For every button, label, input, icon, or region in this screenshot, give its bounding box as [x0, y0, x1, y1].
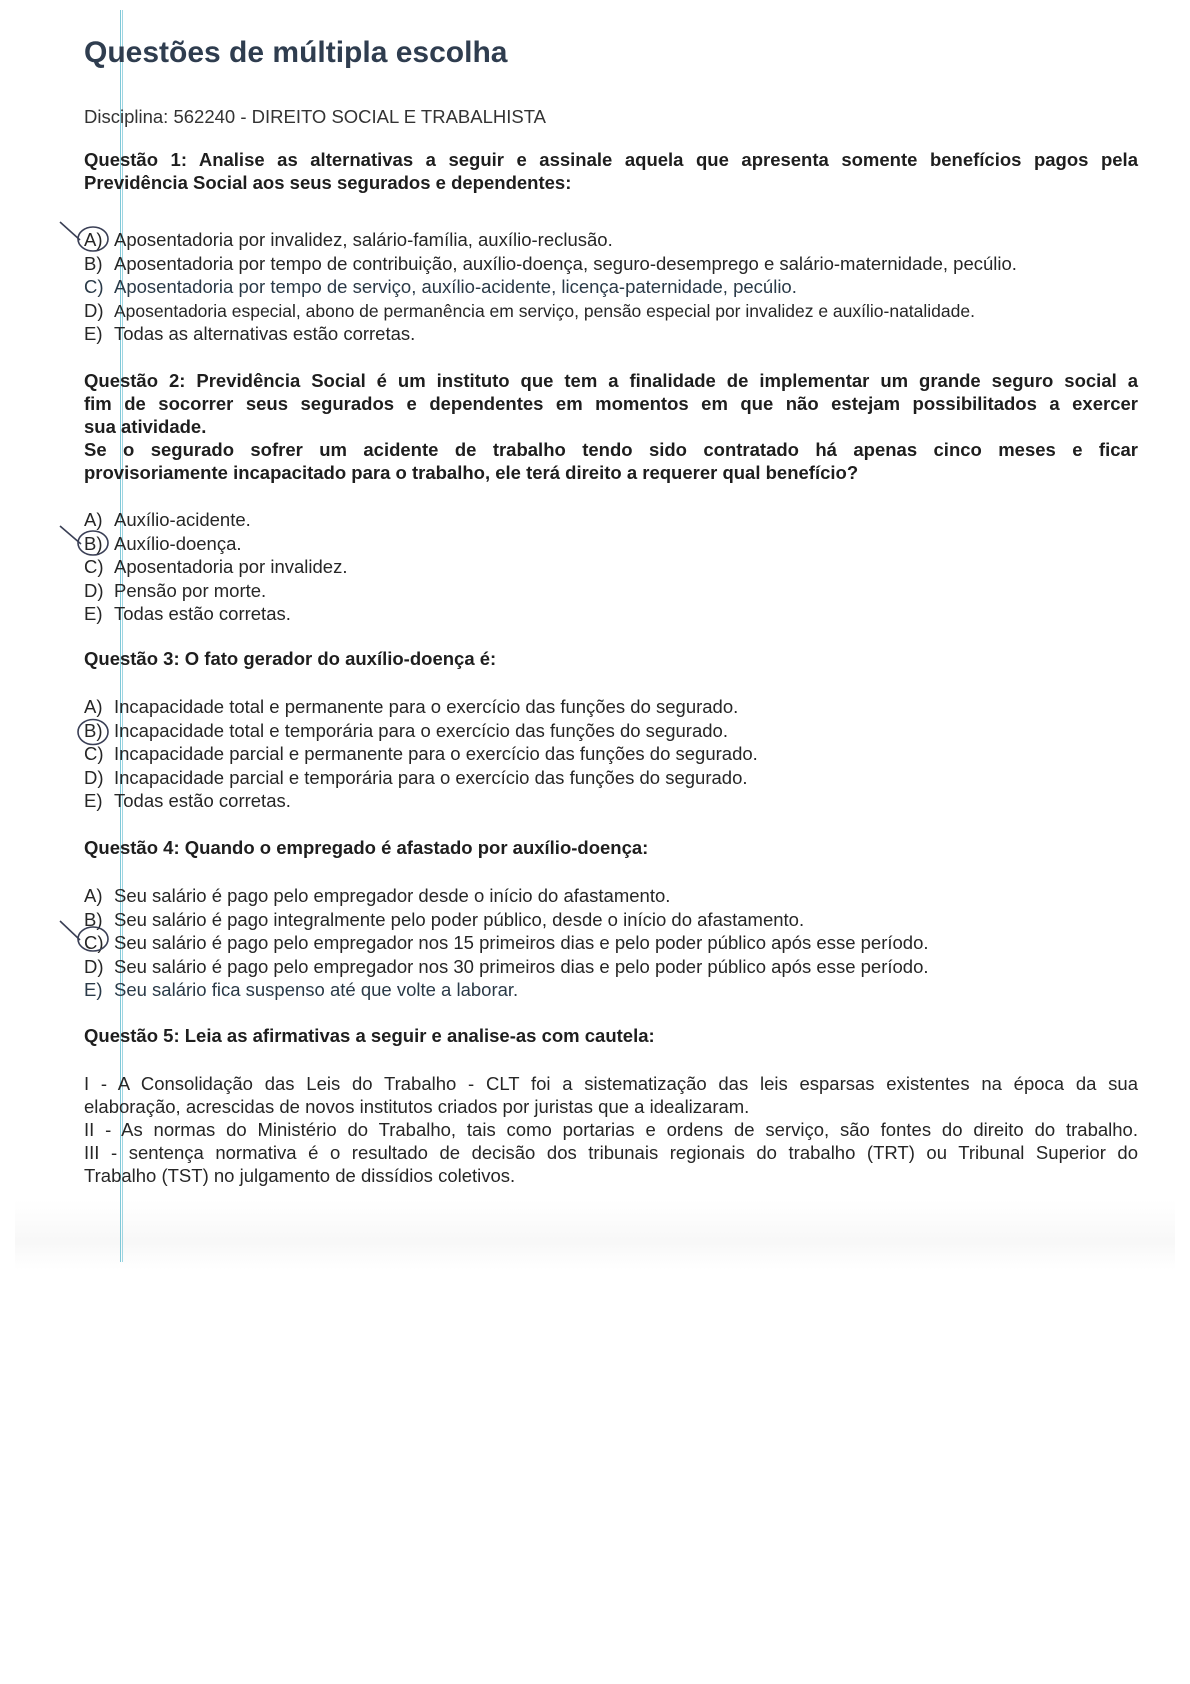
option-c: C) Aposentadoria por tempo de serviço, auxílio-acidente, licença-paternidade, pecúlio. [84, 276, 797, 297]
statement-line: III - sentença normativa é o resultado de decisão dos tribunais regionais do trabalho (TRT) ou Tribunal Superior do [84, 1142, 1138, 1163]
question-5-line: Questão 5: Leia as afirmativas a seguir e analise-as com cautela: [84, 1025, 655, 1046]
question-2-line: Se o segurado sofrer um acidente de trabalho tendo sido contratado há apenas cinco meses e ficar [84, 439, 1138, 460]
option-d: D) Seu salário é pago pelo empregador nos 30 primeiros dias e pelo poder público após esse período. [84, 955, 929, 977]
option-a: A) Auxílio-acidente. [84, 509, 251, 530]
statement-line: elaboração, acrescidas de novos institutos criados por juristas que a idealizaram. [84, 1096, 750, 1117]
option-b: B) Incapacidade total e temporária para o exercício das funções do segurado. [84, 719, 728, 741]
scan-shadow [15, 1200, 1175, 1270]
option-b: B) Aposentadoria por tempo de contribuição, auxílio-doença, seguro-desemprego e salário-maternidade, pecúlio. [84, 252, 1017, 274]
option-d: D) Aposentadoria especial, abono de permanência em serviço, pensão especial por invalidez e auxílio-natalidade. [84, 299, 975, 321]
question-3-heading [84, 647, 1138, 670]
page-title: Questões de múltipla escolha [84, 36, 508, 69]
question-2-line: Questão 2: Previdência Social é um instituto que tem a finalidade de implementar um grande seguro social a [84, 370, 1138, 391]
question-2-line: sua atividade. [84, 416, 207, 437]
statement-line: I - A Consolidação das Leis do Trabalho - CLT foi a sistematização das leis esparsas existentes na época da sua [84, 1073, 1138, 1094]
question-2-line: fim de socorrer seus segurados e dependentes em momentos em que não estejam possibilitados a exercer [84, 393, 1138, 414]
question-4-options [84, 884, 1164, 1002]
option-e: E) Todas estão corretas. [84, 603, 291, 624]
question-4-heading [84, 836, 1138, 859]
option-d: D) Pensão por morte. [84, 579, 267, 601]
option-c: C) Incapacidade parcial e permanente para o exercício das funções do segurado. [84, 743, 758, 764]
option-b: B) Seu salário é pago integralmente pelo poder público, desde o início do afastamento. [84, 908, 805, 930]
question-2-line: provisoriamente incapacitado para o trabalho, ele terá direito a requerer qual benefício? [84, 462, 859, 483]
question-4-line: Questão 4: Quando o empregado é afastado por auxílio-doença: [84, 837, 649, 858]
question-5-heading [84, 1024, 1138, 1047]
statement-line: Trabalho (TST) no julgamento de dissídios coletivos. [84, 1165, 516, 1186]
option-e: E) Seu salário fica suspenso até que volte a laborar. [84, 979, 519, 1000]
question-3-options [84, 695, 1164, 813]
question-3-line: Questão 3: O fato gerador do auxílio-doença é: [84, 648, 497, 669]
question-1-options [84, 228, 1164, 346]
question-1-line: Previdência Social aos seus segurados e dependentes: [84, 172, 572, 193]
question-1-line: Questão 1: Analise as alternativas a seguir e assinale aquela que apresenta somente benefícios pagos pela [84, 149, 1138, 170]
option-e: E) Todas estão corretas. [84, 790, 291, 811]
option-b: B) Auxílio-doença. [84, 532, 242, 554]
option-a: A) Aposentadoria por invalidez, salário-família, auxílio-reclusão. [84, 229, 613, 250]
option-a: A) Incapacidade total e permanente para o exercício das funções do segurado. [84, 696, 739, 717]
question-1-heading [84, 148, 1138, 194]
option-a: A) Seu salário é pago pelo empregador desde o início do afastamento. [84, 885, 671, 906]
question-2-options [84, 508, 1164, 626]
question-2-heading [84, 369, 1138, 484]
option-d: D) Incapacidade parcial e temporária para o exercício das funções do segurado. [84, 766, 748, 788]
option-e: E) Todas as alternativas estão corretas. [84, 323, 416, 344]
statement-line: II - As normas do Ministério do Trabalho, tais como portarias e ordens de serviço, são fontes do direito do trabalho. [84, 1119, 1138, 1140]
option-c: C) Seu salário é pago pelo empregador nos 15 primeiros dias e pelo poder público após esse período. [84, 932, 929, 953]
subject-line: Disciplina: 562240 - DIREITO SOCIAL E TRABALHISTA [84, 106, 546, 127]
option-c: C) Aposentadoria por invalidez. [84, 556, 348, 577]
question-5-statements [84, 1072, 1138, 1187]
